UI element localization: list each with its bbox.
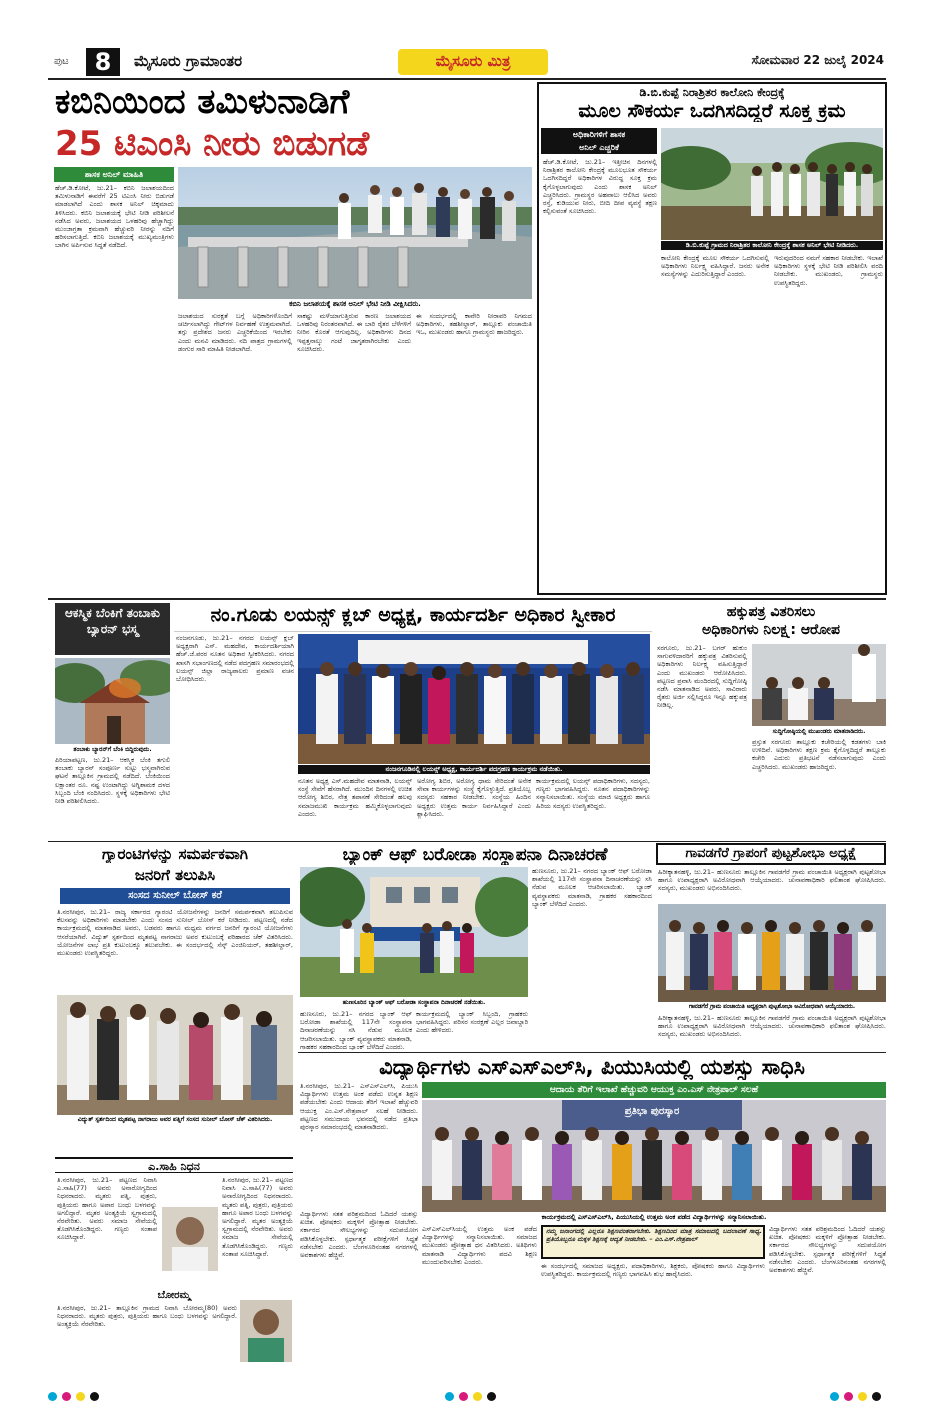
obit2-headline: ಬೋರಮ್ಮ: [157, 1290, 191, 1301]
students-body-col4-text: ವಿದ್ಯಾರ್ಥಿಗಳು ಸತತ ಪರಿಶ್ರಮದಿಂದ ಓದಿದರೆ ಯಶಸ್ಸು ಖಚಿತ. ಪೋಷಕರು ಮಕ್ಕಳಿಗೆ ಪ್ರೋತ್ಸಾಹ ನೀಡಬೇಕು. ಸರ್ಕಾರದ ಸೌಲಭ್ಯಗಳನ್ನು ಸದುಪಯೋಗ ಪಡಿಸಿಕೊಳ್ಳಬೇಕು. ಸ್ಪರ್ಧಾತ್ಮಕ ಪರೀಕ್ಷೆಗಳಿಗೆ ಸಿದ್ಧತೆ ನಡೆಸಬೇಕು ಎಂದರು. ಬೆಂಗಳೂರಿನಂತಹ ನಗರಗಳಲ್ಲಿ ಅವಕಾಶಗಳು ಹೆಚ್ಚಿವೆ.: [769, 1225, 886, 1275]
page-number: 8: [86, 48, 120, 76]
masthead-title: ಮೈಸೂರು ಮಿತ್ರ: [435, 52, 511, 70]
infra-box: [537, 82, 887, 595]
registration-marks-right: [830, 1392, 890, 1404]
lead-tag: ಶಾಸಕ ಅನಿಲ್ ಮಾಹಿತಿ: [54, 167, 174, 182]
masthead-badge: [398, 49, 548, 75]
obit1-headline: ಎ.ಸಾಹಿ ನಿಧನ: [148, 1160, 200, 1173]
cheque-handover-photo-illustration: [57, 995, 293, 1115]
tree-planting-photo-illustration: [300, 867, 528, 997]
ration-headline-line1: ಹಕ್ಕುಪತ್ರ ವಿತರಿಸಲು: [726, 604, 816, 620]
ration-photo: [752, 644, 886, 726]
students-quote-box: [541, 1225, 765, 1259]
tobacco-body: ಪಿರಿಯಾಪಟ್ಟಣ, ಜು.21– ಆಕಸ್ಮಿಕ ಬೆಂಕಿ ತಗುಲಿ ತಂಬಾಕು ಬ್ಯಾರನ್ ಸಂಪೂರ್ಣ ಸುಟ್ಟು ಭಸ್ಮವಾಗಿರುವ ಘಟನೆ ತಾಲ್ಲೂಕಿನ ಗ್ರಾಮದಲ್ಲಿ ನಡೆದಿದೆ. ಬೆಂಕಿಯಿಂದ ಲಕ್ಷಾಂತರ ರೂ. ನಷ್ಟ ಉಂಟಾಗಿದ್ದು ಅಗ್ನಿಶಾಮಕ ದಳದ ಸಿಬ್ಬಂದಿ ಬೆಂಕಿ ನಂದಿಸಿದರು. ಸ್ಥಳಕ್ಕೆ ಅಧಿಕಾರಿಗಳು ಭೇಟಿ ನೀಡಿ ಪರಿಶೀಲಿಸಿದರು.: [55, 756, 170, 806]
lead-photo-caption: ಕಬಿನಿ ಜಲಾಶಯಕ್ಕೆ ಶಾಸಕ ಅನಿಲ್ ಭೇಟಿ ನೀಡಿ ವೀಕ್ಷಿಸಿದರು.: [289, 300, 421, 308]
registration-marks-left: [48, 1392, 108, 1404]
registration-dot-yellow: [858, 1392, 867, 1401]
lions-body-col3: ಅರೋಗ್ಯ ಶಿಬಿರ, ಅರೋಗ್ಯ ಧಾಮ ಸೇರಿದಂತೆ ಅನೇಕ ಸೇವಾ ಕಾರ್ಯಗಳನ್ನು ಸಂಸ್ಥೆ ಕೈಗೊಳ್ಳುತ್ತಿದೆ. ಪ್ರತಿಯೊಬ್ಬ ಸದಸ್ಯರು ಸಹಕಾರ ನೀಡಬೇಕು. ಸಂಸ್ಥೆಯ ಹಿಂದಿನ ಅಧ್ಯಕ್ಷರು ಉತ್ತಮ ಕಾರ್ಯ ನಿರ್ವಹಿಸಿದ್ದಾರೆ ಎಂದು ಶ್ಲಾಘಿಸಿದರು.: [417, 777, 531, 818]
tobacco-headline: ಆಕಸ್ಮಿಕ ಬೆಂಕಿಗೆ ತಂಬಾಕು ಬ್ಯಾರನ್ ಭಸ್ಮ: [65, 606, 160, 636]
tobacco-photo-caption: ತಂಬಾಕು ಬ್ಯಾರನ್‌ಗೆ ಬೆಂಕಿ ಬಿದ್ದಿರುವುದು.: [73, 746, 152, 753]
obit1-photo: [162, 1207, 218, 1271]
bob-body-col3: [532, 867, 652, 1051]
page-header: [48, 49, 886, 77]
divider-2: [48, 841, 886, 842]
students-body-col3: ಈ ಸಂದರ್ಭದಲ್ಲಿ ಸಮಾಜದ ಅಧ್ಯಕ್ಷರು, ಪದಾಧಿಕಾರಿಗಳು, ಶಿಕ್ಷಕರು, ಪೋಷಕರು ಹಾಗೂ ವಿದ್ಯಾರ್ಥಿಗಳು ಉಪಸ್ಥಿತರಿದ್ದರು. ಕಾರ್ಯಕ್ರಮದಲ್ಲಿ ಗಣ್ಯರು ಭಾಗವಹಿಸಿ ಶುಭ ಹಾರೈಸಿದರು.: [541, 1262, 765, 1279]
infra-headline-top: ಡಿ.ಬಿ.ಕುಪ್ಪೆ ನಿರಾಶ್ರಿತರ ಕಾಲೋನಿ ಕೇಂದ್ರಕ್ಕೆ: [639, 86, 785, 99]
colony-photo-illustration: [661, 128, 883, 240]
lead-photo: [178, 167, 532, 299]
section-title: ಮೈಸೂರು ಗ್ರಾಮಾಂತರ: [134, 52, 243, 70]
grampanchayat-body: ಹಿರೀಕ್ಯಾತನಹಳ್ಳಿ, ಜು.21– ಹುಣಸೂರು ತಾಲ್ಲೂಕಿನ ಗಾವಡಗೆರೆ ಗ್ರಾಮ ಪಂಚಾಯಿತಿ ಅಧ್ಯಕ್ಷರಾಗಿ ಪುಟ್ಟಶೋಭಾ ಹಾಗೂ ಉಪಾಧ್ಯಕ್ಷರಾಗಿ ಅವಿರೋಧವಾಗಿ ಆಯ್ಕೆಯಾದರು. ಚುನಾವಣಾಧಿಕಾರಿ ಫಲಿತಾಂಶ ಘೋಷಿಸಿದರು. ಸದಸ್ಯರು, ಮುಖಂಡರು ಅಭಿನಂದಿಸಿದರು.: [658, 1014, 886, 1039]
divider-1: [48, 598, 886, 600]
grampanchayat-head-box: [656, 843, 886, 865]
students-body-col2: ಎಸ್‌ಎಸ್‌ಎಲ್‌ಸಿಯಲ್ಲಿ ಉತ್ತಮ ಅಂಕ ಪಡೆದ ವಿದ್ಯಾರ್ಥಿಗಳನ್ನು ಸನ್ಮಾನಿಸಲಾಯಿತು. ಸಮಾಜದ ಮುಖಂಡರು ಪ್ರೋತ್ಸಾಹ ಧನ ವಿತರಿಸಿದರು. ಅತಿಥಿಗಳು ಮಾತನಾಡಿ ವಿದ್ಯಾರ್ಥಿಗಳು ಪದವಿ ಶಿಕ್ಷಣ ಮುಂದುವರಿಸಬೇಕು ಎಂದರು.: [422, 1225, 537, 1266]
infra-tag-line1: ಅಧಿಕಾರಿಗಳಿಗೆ ಶಾಸಕ: [541, 128, 657, 141]
registration-dot-magenta: [459, 1392, 468, 1401]
registration-dot-cyan: [445, 1392, 454, 1401]
obit1-body-col2-text: ತಿ.ನರಸೀಪುರ, ಜು.21– ಪಟ್ಟಣದ ನಿವಾಸಿ ಎ.ಸಾಹಿ(77) ಅವರು ಅನಾರೋಗ್ಯದಿಂದ ನಿಧನರಾದರು. ಮೃತರು ಪತ್ನಿ, ಪುತ್ರರು, ಪುತ್ರಿಯರು ಹಾಗೂ ಅಪಾರ ಬಂಧು ಬಳಗವನ್ನು ಅಗಲಿದ್ದಾರೆ. ಮೃತರ ಅಂತ್ಯಕ್ರಿಯೆ ಸ್ವಗ್ರಾಮದಲ್ಲಿ ನೆರವೇರಿತು. ಅವರು ಸಮಾಜ ಸೇವೆಯಲ್ಲಿ ತೊಡಗಿಸಿಕೊಂಡಿದ್ದರು. ಗಣ್ಯರು ಸಂತಾಪ ಸೂಚಿಸಿದ್ದಾರೆ.: [222, 1176, 293, 1258]
fire-photo-illustration: [55, 658, 170, 744]
registration-dot-cyan: [48, 1392, 57, 1401]
registration-dot-cyan: [830, 1392, 839, 1401]
ration-headline-line2: ಅಧಿಕಾರಿಗಳು ನಿಲಕ್ಷ್ಯ: ಆರೋಪ: [702, 622, 840, 638]
obit1-body-col2: [222, 1176, 293, 1286]
lions-body-col1: ನಂಜನಗೂಡು, ಜು.21– ನಗರದ ಲಯನ್ಸ್ ಕ್ಲಬ್ ಅಧ್ಯಕ್ಷರಾಗಿ ಎಸ್. ಮಹದೇವ, ಕಾರ್ಯದರ್ಶಿಯಾಗಿ ಹೆಚ್.ಜೆ.ಪರರ ನೂತನ ಅಧಿಕಾರ ಸ್ವೀಕರಿಸಿದರು. ನಗರದ ಖಾಸಗಿ ಸಭಾಂಗಣದಲ್ಲಿ ನಡೆದ ಪದಗ್ರಹಣ ಸಮಾರಂಭದಲ್ಲಿ ಲಯನ್ಸ್ ಜಿಲ್ಲಾ ರಾಜ್ಯಪಾಲರು ಪ್ರಮಾಣ ವಚನ ಬೋಧಿಸಿದರು.: [176, 634, 294, 684]
dam-photo-illustration: [178, 167, 532, 299]
press-meet-photo-illustration: [752, 644, 886, 726]
bob-body-col3-text: ಹುಣಸೂರು, ಜು.21– ನಗರದ ಬ್ಯಾಂಕ್ ಆಫ್ ಬರೋಡಾ ಶಾಖೆಯಲ್ಲಿ 117ನೇ ಸಂಸ್ಥಾಪನಾ ದಿನಾಚರಣೆಯನ್ನು ಸಸಿ ನೆಡುವ ಮೂಲಕ ಆಚರಿಸಲಾಯಿತು. ಬ್ಯಾಂಕ್ ವ್ಯವಸ್ಥಾಪಕರು ಮಾತನಾಡಿ, ಗ್ರಾಹಕರ ಸಹಕಾರದಿಂದ ಬ್ಯಾಂಕ್ ಬೆಳೆದಿದೆ ಎಂದರು.: [532, 867, 652, 908]
issue-date: ಸೋಮವಾರ 22 ಜುಲೈ 2024: [751, 53, 884, 67]
guarantee-photo: [57, 995, 293, 1115]
page-label: ಪುಟ: [54, 56, 69, 67]
tobacco-photo: [55, 658, 170, 744]
infra-body-col2: ಕಾಲೋನಿ ಕೇಂದ್ರಕ್ಕೆ ಮೂಲ ಸೌಕರ್ಯ ಒದಗಿಸುವಲ್ಲಿ ಅಧಿಕಾರಿಗಳು ನಿರ್ಲಕ್ಷ್ಯ ವಹಿಸಿದ್ದಾರೆ. ಜನರು ಅನೇಕ ಸಮಸ್ಯೆಗಳನ್ನು ಎದುರಿಸುತ್ತಿದ್ದಾರೆ ಎಂದರು.: [661, 254, 769, 279]
registration-dot-magenta: [844, 1392, 853, 1401]
header-rule: [48, 78, 886, 80]
guarantee-tag: ಸಂಸದ ಸುನೀಲ್ ಬೋಸ್ ಕರೆ: [60, 888, 290, 904]
grampanchayat-headline: ಗಾವಡಗೆರೆ ಗ್ರಾಪಂಗೆ ಪುಟ್ಟಶೋಭಾ ಅಧ್ಯಕ್ಷೆ: [685, 846, 857, 861]
portrait-photo-illustration: [162, 1207, 218, 1271]
lions-body-col2: ನೂತನ ಅಧ್ಯಕ್ಷ ಎಸ್.ಮಹದೇವ ಮಾತನಾಡಿ, ಲಯನ್ಸ್ ಸಂಸ್ಥೆ ಸೇವೆಗೆ ಹೆಸರಾಗಿದೆ. ಮುಂದಿನ ದಿನಗಳಲ್ಲಿ ಉಚಿತ ಆರೋಗ್ಯ ಶಿಬಿರ, ನೇತ್ರ ತಪಾಸಣೆ ಸೇರಿದಂತೆ ಹಲವು ಸಮಾಜಮುಖಿ ಕಾರ್ಯಕ್ರಮ ಹಮ್ಮಿಕೊಳ್ಳಲಾಗುವುದು ಎಂದರು.: [298, 777, 412, 818]
ceremony-photo-illustration: [298, 634, 650, 764]
bob-body-col2: ಕಾರ್ಯಕ್ರಮದಲ್ಲಿ ಬ್ಯಾಂಕ್ ಸಿಬ್ಬಂದಿ, ಗ್ರಾಹಕರು ಭಾಗವಹಿಸಿದ್ದರು. ಪರಿಸರ ಸಂರಕ್ಷಣೆ ಎಲ್ಲರ ಜವಾಬ್ದಾರಿ ಎಂದು ಹೇಳಿದರು.: [416, 1010, 528, 1035]
registration-dot-black: [90, 1392, 99, 1401]
lions-body-col4: ಕಾರ್ಯಕ್ರಮದಲ್ಲಿ ಲಯನ್ಸ್ ಪದಾಧಿಕಾರಿಗಳು, ಸದಸ್ಯರು, ಗಣ್ಯರು ಭಾಗವಹಿಸಿದ್ದರು. ನೂತನ ಪದಾಧಿಕಾರಿಗಳನ್ನು ಸನ್ಮಾನಿಸಲಾಯಿತು. ಸಂಸ್ಥೆಯ ಮಾಜಿ ಅಧ್ಯಕ್ಷರು ಹಾಗೂ ಹಿರಿಯ ಸದಸ್ಯರು ಉಪಸ್ಥಿತರಿದ್ದರು.: [536, 777, 650, 810]
guarantee-headline-line1: ಗ್ಯಾರಂಟಿಗಳನ್ನು ಸಮರ್ಪಕವಾಗಿ: [102, 845, 248, 863]
guarantee-photo-caption: ವಿದ್ಯುತ್ ಸ್ಪರ್ಶದಿಂದ ಮೃತಪಟ್ಟ ನಾಗರಾಜು ಅವರ ಪತ್ನಿಗೆ ಸಂಸದ ಸುನೀಲ್ ಬೋಸ್ ಚೆಕ್ ವಿತರಿಸಿದರು.: [77, 1116, 273, 1123]
divider-3: [298, 1052, 886, 1053]
lead-body-col1: ಹೆಚ್.ಡಿ.ಕೋಟೆ, ಜು.21– ಕಬಿನಿ ಜಲಾಶಯದಿಂದ ತಮಿಳುನಾಡಿಗೆ ಈವರೆಗೆ 25 ಟಿಎಂಸಿ ನೀರು ಬಿಡುಗಡೆ ಮಾಡಲಾಗಿದೆ ಎಂದು ಶಾಸಕ ಅನಿಲ್ ಚಿಕ್ಕಮಾದು ತಿಳಿಸಿದರು. ಕಬಿನಿ ಜಲಾಶಯಕ್ಕೆ ಭೇಟಿ ನೀಡಿ ಪರಿಶೀಲನೆ ನಡೆಸಿದ ಅವರು, ಜಲಾಶಯದ ಒಳಹರಿವು ಹೆಚ್ಚಾಗಿದ್ದು ಮುಂಜಾಗ್ರತಾ ಕ್ರಮವಾಗಿ ಹೆಚ್ಚುವರಿ ನೀರನ್ನು ನದಿಗೆ ಹರಿಸಲಾಗುತ್ತಿದೆ. ಕಬಿನಿ ಜಲಾಶಯಕ್ಕೆ ಮುಖ್ಯಮಂತ್ರಿಗಳು ಬಾಗಿನ ಅರ್ಪಿಸುವ ಸಿದ್ಧತೆ ನಡೆದಿದೆ.: [55, 184, 174, 250]
felicitation-photo-illustration: [658, 904, 886, 1002]
ration-body-col2: ಪ್ರಸ್ತುತ ಸರಗೂರು ತಾಲ್ಲೂಕು ಕಚೇರಿಯಲ್ಲಿ ಕಡತಗಳು ಬಾಕಿ ಉಳಿದಿವೆ. ಅಧಿಕಾರಿಗಳು ತಕ್ಷಣ ಕ್ರಮ ಕೈಗೊಳ್ಳದಿದ್ದರೆ ತಾಲ್ಲೂಕು ಕಚೇರಿ ಎದುರು ಪ್ರತಿಭಟನೆ ನಡೆಸಲಾಗುವುದು ಎಂದು ಎಚ್ಚರಿಸಿದರು. ಮುಖಂಡರು ಹಾಜರಿದ್ದರು.: [752, 738, 886, 771]
students-quote: ನಮ್ಮ ಜನಾಂಗದಲ್ಲಿ ಎಲ್ಲರೂ ಶಿಕ್ಷಣವಂತರಾಗಬೇಕು. ಶಿಕ್ಷಣದಿಂದ ಮಾತ್ರ ಸಮಾಜದಲ್ಲಿ ಬದಲಾವಣೆ ಸಾಧ್ಯ. ಪ್ರತಿಯೊಬ್ಬರೂ ಮಕ್ಕಳ ಶಿಕ್ಷಣಕ್ಕೆ ಆದ್ಯತೆ ನೀಡಬೇಕು. – ಎಂ.ಎಸ್.ನೇತ್ರಪಾಲ್: [546, 1228, 762, 1244]
registration-dot-black: [872, 1392, 881, 1401]
registration-dot-black: [487, 1392, 496, 1401]
lead-body-col4: ಈ ಸಂದರ್ಭದಲ್ಲಿ ಕಾವೇರಿ ನೀರಾವರಿ ನಿಗಮದ ಅಧಿಕಾರಿಗಳು, ತಹಶೀಲ್ದಾರ್, ತಾಲ್ಲೂಕು ಪಂಚಾಯಿತಿ ಇಒ, ಮುಖಂಡರು ಹಾಗೂ ಗ್ರಾಮಸ್ಥರು ಹಾಜರಿದ್ದರು.: [416, 312, 532, 337]
obit1-head-box: [55, 1157, 293, 1173]
lead-body-col2: ಜಲಾಶಯದ ಸುರಕ್ಷತೆ ಬಗ್ಗೆ ಅಧಿಕಾರಿಗಳೊಂದಿಗೆ ಚರ್ಚಿಸಲಾಗಿದ್ದು ಗೇಟ್‌ಗಳ ನಿರ್ವಹಣೆ ಉತ್ತಮವಾಗಿದೆ. ತಗ್ಗು ಪ್ರದೇಶದ ಜನರು ಎಚ್ಚರಿಕೆಯಿಂದ ಇರಬೇಕು ಎಂದು ಮನವಿ ಮಾಡಿದರು. ನದಿ ಪಾತ್ರದ ಗ್ರಾಮಗಳಲ್ಲಿ ಡಂಗುರ ಸಾರಿ ಮಾಹಿತಿ ನೀಡಲಾಗಿದೆ.: [178, 312, 292, 353]
registration-dot-yellow: [76, 1392, 85, 1401]
infra-photo: [661, 128, 883, 240]
infra-body-col3: ಇರುವುದರಿಂದ ನಮಗೆ ಸಹಕಾರ ನೀಡಬೇಕು. ಇಲಾಖೆ ಅಧಿಕಾರಿಗಳು ಸ್ಥಳಕ್ಕೆ ಭೇಟಿ ನೀಡಿ ಪರಿಶೀಲಿಸಿ ವರದಿ ನೀಡಬೇಕು. ಮುಖಂಡರು, ಗ್ರಾಮಸ್ಥರು ಉಪಸ್ಥಿತರಿದ್ದರು.: [774, 254, 883, 287]
obit1-body: ತಿ.ನರಸೀಪುರ, ಜು.21– ಪಟ್ಟಣದ ನಿವಾಸಿ ಎ.ಸಾಹಿ(77) ಅವರು ಅನಾರೋಗ್ಯದಿಂದ ನಿಧನರಾದರು. ಮೃತರು ಪತ್ನಿ, ಪುತ್ರರು, ಪುತ್ರಿಯರು ಹಾಗೂ ಅಪಾರ ಬಂಧು ಬಳಗವನ್ನು ಅಗಲಿದ್ದಾರೆ. ಮೃತರ ಅಂತ್ಯಕ್ರಿಯೆ ಸ್ವಗ್ರಾಮದಲ್ಲಿ ನೆರವೇರಿತು. ಅವರು ಸಮಾಜ ಸೇವೆಯಲ್ಲಿ ತೊಡಗಿಸಿಕೊಂಡಿದ್ದರು. ಗಣ್ಯರು ಸಂತಾಪ ಸೂಚಿಸಿದ್ದಾರೆ.: [57, 1176, 157, 1242]
grampanchayat-photo-caption: ಗಾವಡಗೆರೆ ಗ್ರಾಮ ಪಂಚಾಯಿತಿ ಅಧ್ಯಕ್ಷರಾಗಿ ಪುಟ್ಟಶೋಭಾ ಅವಿರೋಧವಾಗಿ ಆಯ್ಕೆಯಾದರು.: [688, 1004, 856, 1010]
grampanchayat-photo: [658, 904, 886, 1002]
lions-headline: ನಂ.ಗೂಡು ಲಯನ್ಸ್ ಕ್ಲಬ್ ಅಧ್ಯಕ್ಷ, ಕಾರ್ಯದರ್ಶಿ ಅಧಿಕಾರ ಸ್ವೀಕಾರ: [174, 604, 652, 632]
infra-body-col1: ಹೆಚ್.ಡಿ.ಕೋಟೆ, ಜು.21– ಇತ್ತೀಚಿನ ದಿನಗಳಲ್ಲಿ ನಿರಾಶ್ರಿತರ ಕಾಲೋನಿ ಕೇಂದ್ರಕ್ಕೆ ಮೂಲಭೂತ ಸೌಕರ್ಯ ಒದಗಿಸದಿದ್ದರೆ ಅಧಿಕಾರಿಗಳ ವಿರುದ್ಧ ಸೂಕ್ತ ಕ್ರಮ ಕೈಗೊಳ್ಳಲಾಗುವುದು ಎಂದು ಶಾಸಕ ಅನಿಲ್ ಎಚ್ಚರಿಸಿದರು. ಗ್ರಾಮಸ್ಥರ ಅಹವಾಲು ಆಲಿಸಿದ ಅವರು ರಸ್ತೆ, ಕುಡಿಯುವ ನೀರು, ಬೀದಿ ದೀಪ ವ್ಯವಸ್ಥೆ ತಕ್ಷಣ ಕಲ್ಪಿಸುವಂತೆ ಸೂಚಿಸಿದರು.: [543, 158, 657, 216]
students-body-col4: [769, 1225, 886, 1382]
lead-headline-line2: 25 ಟಿಎಂಸಿ ನೀರು ಬಿಡುಗಡೆ: [55, 124, 370, 164]
bob-headline: ಬ್ಯಾಂಕ್ ಆಫ್ ಬರೋಡಾ ಸಂಸ್ಥಾಪನಾ ದಿನಾಚರಣೆ: [342, 845, 608, 865]
obit2-body: ತಿ.ನರಸೀಪುರ, ಜು.21– ತಾಲ್ಲೂಕಿನ ಗ್ರಾಮದ ನಿವಾಸಿ ಬೋರಮ್ಮ(80) ಅವರು ನಿಧನರಾದರು. ಮೃತರು ಪುತ್ರರು, ಪುತ್ರಿಯರು ಹಾಗೂ ಬಂಧು ಬಳಗವನ್ನು ಅಗಲಿದ್ದಾರೆ. ಅಂತ್ಯಕ್ರಿಯೆ ನೆರವೇರಿತು.: [57, 1304, 237, 1329]
students-headline: ವಿದ್ಯಾರ್ಥಿಗಳು ಎಸ್‌ಎಸ್‌ಎಲ್‌ಸಿ, ಪಿಯುಸಿಯಲ್ಲಿ ಯಶಸ್ಸು ಸಾಧಿಸಿ: [379, 1055, 805, 1079]
students-photo-banner: ಪ್ರತಿಭಾ ಪುರಸ್ಕಾರ: [624, 1106, 680, 1117]
lead-headline-line1: ಕಬಿನಿಯಿಂದ ತಮಿಳುನಾಡಿಗೆ: [55, 82, 350, 122]
registration-dot-yellow: [473, 1392, 482, 1401]
ration-photo-caption: ಸುದ್ದಿಗೋಷ್ಠಿಯಲ್ಲಿ ಮುಖಂಡರು ಮಾತನಾಡಿದರು.: [772, 728, 866, 735]
guarantee-headline-line2: ಜನರಿಗೆ ತಲುಪಿಸಿ: [134, 866, 216, 884]
page-number-badge: [50, 48, 124, 76]
registration-dot-magenta: [62, 1392, 71, 1401]
students-body-col1b: ವಿದ್ಯಾರ್ಥಿಗಳು ಸತತ ಪರಿಶ್ರಮದಿಂದ ಓದಿದರೆ ಯಶಸ್ಸು ಖಚಿತ. ಪೋಷಕರು ಮಕ್ಕಳಿಗೆ ಪ್ರೋತ್ಸಾಹ ನೀಡಬೇಕು. ಸರ್ಕಾರದ ಸೌಲಭ್ಯಗಳನ್ನು ಸದುಪಯೋಗ ಪಡಿಸಿಕೊಳ್ಳಬೇಕು. ಸ್ಪರ್ಧಾತ್ಮಕ ಪರೀಕ್ಷೆಗಳಿಗೆ ಸಿದ್ಧತೆ ನಡೆಸಬೇಕು ಎಂದರು. ಬೆಂಗಳೂರಿನಂತಹ ನಗರಗಳಲ್ಲಿ ಅವಕಾಶಗಳು ಹೆಚ್ಚಿವೆ.: [300, 1210, 418, 1260]
tobacco-box: [55, 603, 170, 655]
students-photo-caption: ಕಾರ್ಯಕ್ರಮದಲ್ಲಿ ಎಸ್‌ಎಸ್‌ಎಲ್‌ಸಿ, ಪಿಯುಸಿಯಲ್ಲಿ ಉತ್ತಮ ಅಂಕ ಪಡೆದ ವಿದ್ಯಾರ್ಥಿಗಳನ್ನು ಸನ್ಮಾನಿಸಲಾಯಿತು.: [541, 1213, 767, 1221]
students-body-col1: ತಿ.ನರಸೀಪುರ, ಜು.21– ಎಸ್‌ಎಸ್‌ಎಲ್‌ಸಿ, ಪಿಯುಸಿ ವಿದ್ಯಾರ್ಥಿಗಳು ಉತ್ತಮ ಅಂಕ ಪಡೆದು ಉನ್ನತ ಶಿಕ್ಷಣ ಪಡೆಯಬೇಕು ಎಂದು ಆದಾಯ ತೆರಿಗೆ ಇಲಾಖೆ ಹೆಚ್ಚುವರಿ ಆಯುಕ್ತ ಎಂ.ಎಸ್.ನೇತ್ರಪಾಲ್ ಸಲಹೆ ನೀಡಿದರು. ಪಟ್ಟಣದ ಸಮುದಾಯ ಭವನದಲ್ಲಿ ನಡೆದ ಪ್ರತಿಭಾ ಪುರಸ್ಕಾರ ಸಮಾರಂಭದಲ್ಲಿ ಮಾತನಾಡಿದರು.: [300, 1082, 418, 1132]
ration-body-col1: ಸರಗೂರು, ಜು.21– ಬಗರ್ ಹುಕುಂ ಸಾಗುವಳಿದಾರರಿಗೆ ಹಕ್ಕುಪತ್ರ ವಿತರಿಸುವಲ್ಲಿ ಅಧಿಕಾರಿಗಳು ನಿರ್ಲಕ್ಷ್ಯ ವಹಿಸುತ್ತಿದ್ದಾರೆ ಎಂದು ಮುಖಂಡರು ಆರೋಪಿಸಿದರು. ಪಟ್ಟಣದ ಪ್ರವಾಸಿ ಮಂದಿರದಲ್ಲಿ ಸುದ್ದಿಗೋಷ್ಠಿ ನಡೆಸಿ ಮಾತನಾಡಿದ ಅವರು, ಸಾವಿರಾರು ರೈತರು ಅರ್ಜಿ ಸಲ್ಲಿಸಿದ್ದರೂ ಇನ್ನೂ ಹಕ್ಕುಪತ್ರ ನೀಡಿಲ್ಲ.: [657, 644, 747, 710]
registration-marks-center: [445, 1392, 505, 1404]
grampanchayat-body-top-text: ಹಿರೀಕ್ಯಾತನಹಳ್ಳಿ, ಜು.21– ಹುಣಸೂರು ತಾಲ್ಲೂಕಿನ ಗಾವಡಗೆರೆ ಗ್ರಾಮ ಪಂಚಾಯಿತಿ ಅಧ್ಯಕ್ಷರಾಗಿ ಪುಟ್ಟಶೋಭಾ ಹಾಗೂ ಉಪಾಧ್ಯಕ್ಷರಾಗಿ ಅವಿರೋಧವಾಗಿ ಆಯ್ಕೆಯಾದರು. ಚುನಾವಣಾಧಿಕಾರಿ ಫಲಿತಾಂಶ ಘೋಷಿಸಿದರು. ಸದಸ್ಯರು, ಮುಖಂಡರು ಅಭಿನಂದಿಸಿದರು.: [658, 868, 886, 893]
students-tag: ಆದಾಯ ತೆರಿಗೆ ಇಲಾಖೆ ಹೆಚ್ಚುವರಿ ಆಯುಕ್ತ ಎಂ.ಎಸ್ ನೇತ್ರಪಾಲ್ ಸಲಹೆ: [422, 1082, 886, 1098]
guarantee-body: ತಿ.ನರಸೀಪುರ, ಜು.21– ರಾಜ್ಯ ಸರ್ಕಾರದ ಗ್ಯಾರಂಟಿ ಯೋಜನೆಗಳನ್ನು ಜನರಿಗೆ ಸಮರ್ಪಕವಾಗಿ ತಲುಪಿಸುವ ಕೆಲಸವನ್ನು ಅಧಿಕಾರಿಗಳು ಮಾಡಬೇಕು ಎಂದು ಸಂಸದ ಸುನೀಲ್ ಬೋಸ್ ಕರೆ ನೀಡಿದರು. ಪಟ್ಟಣದಲ್ಲಿ ನಡೆದ ಕಾರ್ಯಕ್ರಮದಲ್ಲಿ ಮಾತನಾಡಿದ ಅವರು, ಬಡವರು ಹಾಗೂ ಮಧ್ಯಮ ವರ್ಗದ ಜನರಿಗೆ ಗ್ಯಾರಂಟಿ ಯೋಜನೆಗಳು ಆಸರೆಯಾಗಿವೆ. ವಿದ್ಯುತ್ ಸ್ಪರ್ಶದಿಂದ ಮೃತಪಟ್ಟ ನಾಗರಾಜು ಅವರ ಕುಟುಂಬಕ್ಕೆ ಪರಿಹಾರದ ಚೆಕ್ ವಿತರಿಸಿದರು. ಯೋಜನೆಗಳ ಲಾಭ ಪ್ರತಿ ಕುಟುಂಬಕ್ಕೂ ತಲುಪಬೇಕು. ಈ ಸಂದರ್ಭದಲ್ಲಿ ಸೆಸ್ಕ್ ಎಂಜಿನಿಯರ್, ತಹಶೀಲ್ದಾರ್, ಮುಖಂಡರು ಉಪಸ್ಥಿತರಿದ್ದರು.: [57, 908, 293, 958]
infra-tag-line2: ಅನಿಲ್ ಎಚ್ಚರಿಕೆ: [541, 141, 657, 154]
obit2-photo: [240, 1300, 292, 1362]
infra-headline: ಮೂಲ ಸೌಕರ್ಯ ಒದಗಿಸದಿದ್ದರೆ ಸೂಕ್ತ ಕ್ರಮ: [578, 100, 846, 122]
lions-photo: [298, 634, 650, 764]
bob-photo-caption: ಹುಣಸೂರಿನ ಬ್ಯಾಂಕ್ ಆಫ್ ಬರೋಡಾ ಸಂಸ್ಥಾಪನಾ ದಿನಾಚರಣೆ ನಡೆಯಿತು.: [342, 999, 486, 1006]
portrait-photo-illustration-2: [240, 1300, 292, 1362]
lead-body-col3: ಸಾಕಷ್ಟು ಮಳೆಯಾಗುತ್ತಿರುವ ಕಾರಣ ಜಲಾಶಯದ ಒಳಹರಿವು ನಿರಂತರವಾಗಿದೆ. ಈ ಬಾರಿ ರೈತರ ಬೆಳೆಗಳಿಗೆ ನೀರಿನ ಕೊರತೆ ಆಗುವುದಿಲ್ಲ. ಅಧಿಕಾರಿಗಳು ದಿನದ ಇಪ್ಪತ್ತನಾಲ್ಕು ಗಂಟೆ ಜಾಗೃತರಾಗಿರಬೇಕು ಎಂದು ಸೂಚಿಸಿದರು.: [297, 312, 411, 353]
grampanchayat-body-top: [658, 868, 886, 902]
lions-photo-caption: ನಂಜನಗೂಡಿನಲ್ಲಿ ಲಯನ್ಸ್ ಅಧ್ಯಕ್ಷ, ಕಾರ್ಯದರ್ಶಿ ಪದಗ್ರಹಣ ಕಾರ್ಯಕ್ರಮ ನಡೆಯಿತು.: [298, 765, 650, 774]
bob-photo: [300, 867, 528, 997]
students-photo: [422, 1100, 886, 1212]
bob-body-col1: ಹುಣಸೂರು, ಜು.21– ನಗರದ ಬ್ಯಾಂಕ್ ಆಫ್ ಬರೋಡಾ ಶಾಖೆಯಲ್ಲಿ 117ನೇ ಸಂಸ್ಥಾಪನಾ ದಿನಾಚರಣೆಯನ್ನು ಸಸಿ ನೆಡುವ ಮೂಲಕ ಆಚರಿಸಲಾಯಿತು. ಬ್ಯಾಂಕ್ ವ್ಯವಸ್ಥಾಪಕರು ಮಾತನಾಡಿ, ಗ್ರಾಹಕರ ಸಹಕಾರದಿಂದ ಬ್ಯಾಂಕ್ ಬೆಳೆದಿದೆ ಎಂದರು.: [300, 1010, 412, 1050]
infra-photo-caption: ಡಿ.ಬಿ.ಕುಪ್ಪೆ ಗ್ರಾಮದ ನಿರಾಶ್ರಿತರ ಕಾಲೋನಿ ಕೇಂದ್ರಕ್ಕೆ ಶಾಸಕ ಅನಿಲ್ ಭೇಟಿ ನೀಡಿದರು.: [661, 241, 883, 250]
